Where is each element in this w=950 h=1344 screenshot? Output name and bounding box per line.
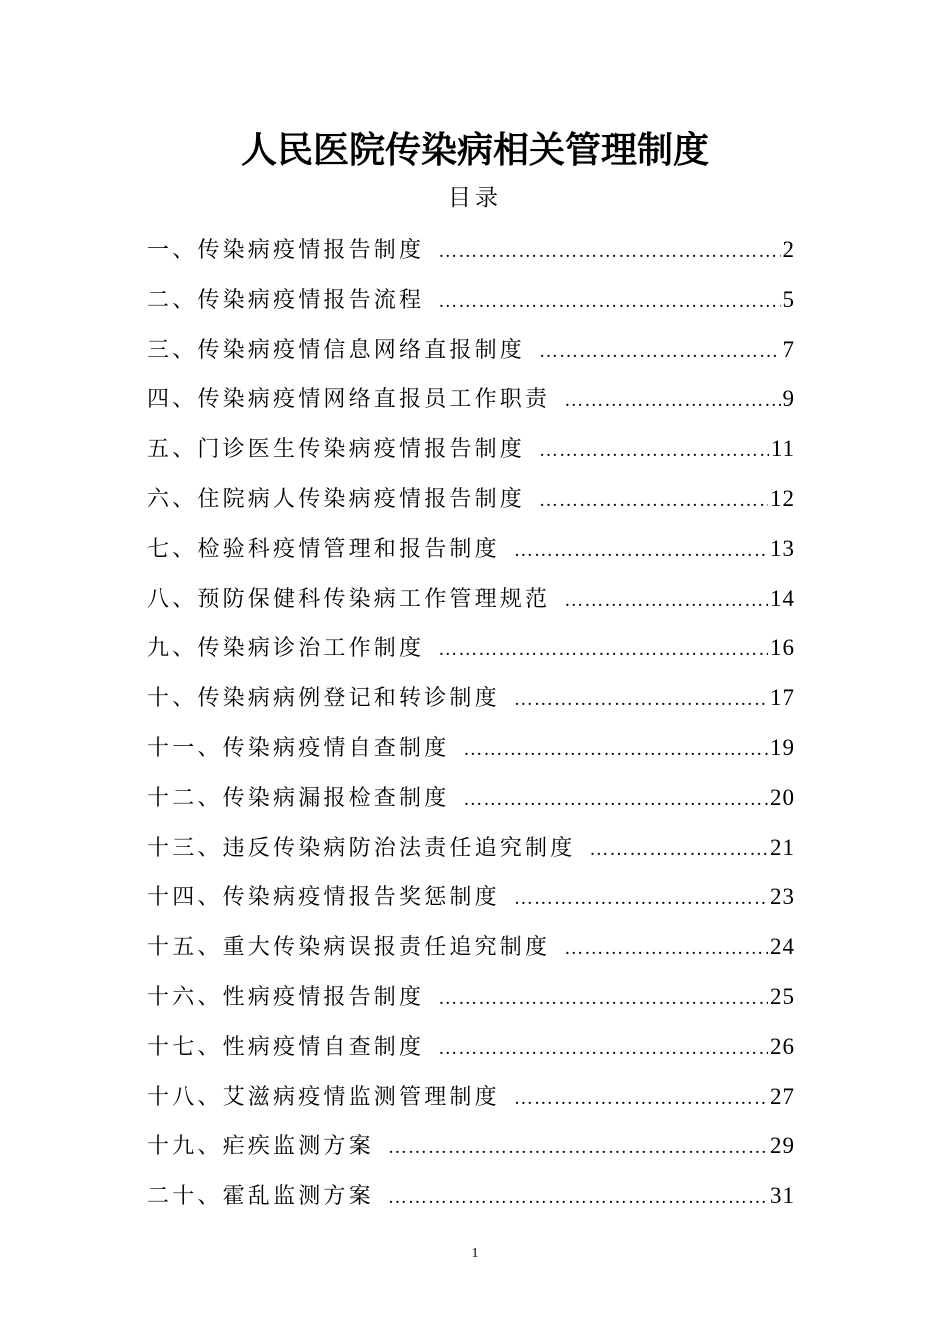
- toc-entry-page: 25: [770, 983, 795, 1009]
- toc-entry-label: 六、住院病人传染病疫情报告制度: [147, 486, 526, 512]
- toc-entry-page: 13: [770, 535, 795, 561]
- toc-dot-leader: [564, 376, 780, 424]
- toc-entry[interactable]: [147, 723, 795, 773]
- toc-entry[interactable]: [147, 872, 795, 922]
- toc-dot-leader: [539, 476, 768, 524]
- toc-entry-label: 十七、性病疫情自查制度: [147, 1034, 425, 1060]
- toc-entry-label: 七、检验科疫情管理和报告制度: [147, 536, 500, 562]
- toc-entry-label: 十、传染病病例登记和转诊制度: [147, 686, 500, 712]
- toc-entry-label: 十三、违反传染病防治法责任追究制度: [147, 835, 576, 861]
- page-number: 1: [471, 1246, 479, 1261]
- toc-entry[interactable]: [147, 1171, 795, 1221]
- toc-entry-label: 十八、艾滋病疫情监测管理制度: [147, 1084, 500, 1110]
- toc-entry-label: 十五、重大传染病误报责任追究制度: [147, 935, 551, 961]
- toc-entry-label: 三、传染病疫情信息网络直报制度: [147, 337, 526, 363]
- toc-entry[interactable]: [147, 325, 795, 375]
- toc-entry-page: 16: [770, 635, 795, 661]
- table-of-contents: [147, 225, 795, 1221]
- toc-dot-leader: [388, 1173, 768, 1221]
- toc-entry[interactable]: [147, 374, 795, 424]
- toc-dot-leader: [438, 227, 780, 275]
- toc-entry-label: 十四、传染病疫情报告奖惩制度: [147, 885, 500, 911]
- toc-entry-page: 21: [770, 834, 795, 860]
- toc-entry[interactable]: [147, 1121, 795, 1171]
- toc-entry-label: 九、传染病诊治工作制度: [147, 636, 425, 662]
- toc-heading: 目录: [448, 185, 502, 211]
- toc-entry[interactable]: [147, 225, 795, 275]
- toc-entry-page: 2: [782, 237, 795, 262]
- toc-entry[interactable]: [147, 424, 795, 474]
- toc-dot-leader: [514, 526, 768, 574]
- toc-dot-leader: [564, 924, 768, 972]
- toc-entry-label: 二、传染病疫情报告流程: [147, 287, 425, 313]
- toc-entry-page: 12: [770, 485, 795, 511]
- toc-dot-leader: [514, 675, 768, 723]
- toc-entry-label: 十九、疟疾监测方案: [147, 1134, 374, 1160]
- toc-dot-leader: [514, 874, 768, 922]
- toc-entry[interactable]: [147, 972, 795, 1022]
- toc-entry-label: 四、传染病疫情网络直报员工作职责: [147, 387, 551, 413]
- toc-entry-label: 五、门诊医生传染病疫情报告制度: [147, 437, 526, 463]
- toc-entry-page: 27: [770, 1083, 795, 1109]
- toc-entry[interactable]: [147, 524, 795, 574]
- toc-dot-leader: [438, 1024, 768, 1072]
- document-title: 人民医院传染病相关管理制度: [240, 130, 709, 171]
- toc-entry[interactable]: [147, 773, 795, 823]
- toc-entry-page: 24: [770, 934, 795, 960]
- toc-entry-label: 十六、性病疫情报告制度: [147, 984, 425, 1010]
- toc-dot-leader: [539, 327, 780, 375]
- toc-entry-label: 十一、传染病疫情自查制度: [147, 735, 450, 761]
- toc-entry-page: 29: [770, 1133, 795, 1159]
- toc-entry[interactable]: [147, 275, 795, 325]
- toc-entry[interactable]: [147, 623, 795, 673]
- toc-entry-label: 一、传染病疫情报告制度: [147, 238, 425, 263]
- toc-entry-label: 十二、传染病漏报检查制度: [147, 785, 450, 811]
- toc-entry-page: 19: [770, 734, 795, 760]
- toc-dot-leader: [438, 277, 780, 325]
- toc-dot-leader: [589, 825, 768, 873]
- toc-entry-page: 5: [782, 286, 795, 312]
- toc-entry-label: 二十、霍乱监测方案: [147, 1184, 374, 1210]
- toc-dot-leader: [388, 1123, 768, 1171]
- toc-entry-label: 八、预防保健科传染病工作管理规范: [147, 586, 551, 612]
- toc-entry[interactable]: [147, 1072, 795, 1122]
- toc-entry[interactable]: [147, 574, 795, 624]
- toc-dot-leader: [438, 625, 768, 673]
- toc-dot-leader: [514, 1074, 768, 1122]
- toc-entry[interactable]: [147, 922, 795, 972]
- toc-entry-page: 7: [782, 336, 795, 362]
- toc-entry-page: 26: [770, 1033, 795, 1059]
- toc-entry[interactable]: [147, 474, 795, 524]
- toc-dot-leader: [564, 576, 768, 624]
- toc-entry[interactable]: [147, 673, 795, 723]
- toc-dot-leader: [438, 974, 768, 1022]
- toc-dot-leader: [539, 426, 769, 474]
- toc-entry-page: 17: [770, 685, 795, 711]
- toc-entry-page: 11: [770, 436, 795, 462]
- toc-entry-page: 31: [770, 1183, 795, 1209]
- toc-entry[interactable]: [147, 1022, 795, 1072]
- toc-entry[interactable]: [147, 823, 795, 873]
- toc-entry-page: 9: [782, 386, 795, 412]
- toc-entry-page: 20: [770, 784, 795, 810]
- toc-dot-leader: [463, 725, 768, 773]
- toc-entry-page: 23: [770, 884, 795, 910]
- toc-dot-leader: [463, 775, 768, 823]
- toc-entry-page: 14: [770, 585, 795, 611]
